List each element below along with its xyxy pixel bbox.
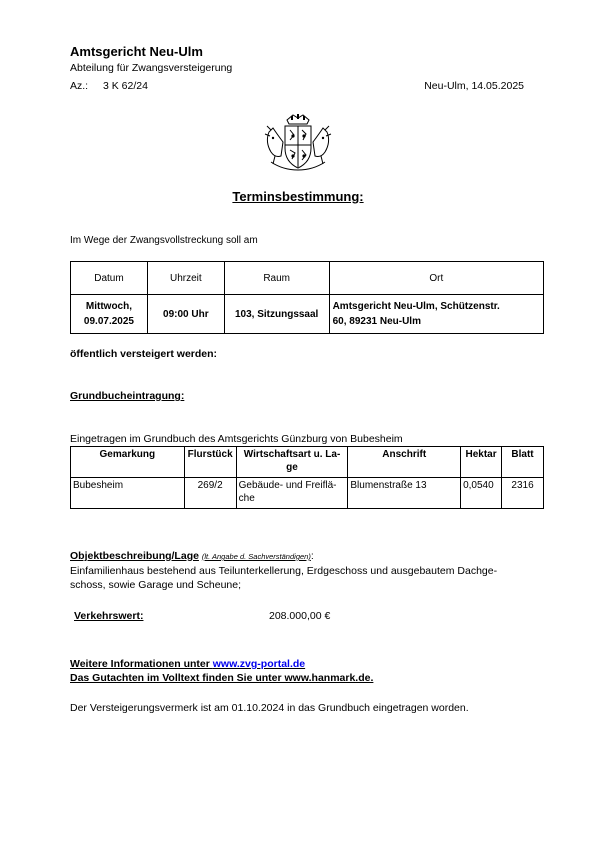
expert-report-info: Das Gutachten im Volltext finden Sie unter www.hanmark.de. <box>70 672 374 684</box>
appointment-row <box>71 295 544 334</box>
more-info <box>70 658 305 670</box>
court-name: Amtsgericht Neu-Ulm <box>70 44 203 59</box>
intro-text: Im Wege der Zwangsvollstreckung soll am <box>70 235 258 246</box>
header-hektar: Hektar <box>461 447 502 478</box>
cell-flurstueck: 269/2 <box>184 478 236 509</box>
object-description-line-2: schoss, sowie Garage und Scheune; <box>70 579 242 591</box>
header-time: Uhrzeit <box>147 262 224 295</box>
land-register-table <box>70 446 544 509</box>
page-title: Terminsbestimmung: <box>232 189 364 204</box>
date: 09.07.2025 <box>83 316 134 327</box>
coat-of-arms-icon <box>263 112 333 172</box>
file-number-label: Az.: <box>70 80 89 92</box>
appointment-location <box>329 295 543 334</box>
sold-statement: öffentlich versteigert werden: <box>70 348 218 360</box>
department: Abteilung für Zwangsversteigerung <box>70 62 233 74</box>
header-location: Ort <box>329 262 543 295</box>
registration-note: Der Versteigerungsvermerk ist am 01.10.2024 in das Grundbuch eingetragen worden. <box>70 702 469 714</box>
header-blatt: Blatt <box>502 447 544 478</box>
appointment-header-row <box>71 262 544 295</box>
header-date: Datum <box>71 262 148 295</box>
appointment-date <box>71 295 148 334</box>
cell-wirtschaftsart <box>236 478 348 509</box>
land-register-header-row <box>71 447 544 478</box>
land-register-title: Grundbucheintragung: <box>70 390 185 402</box>
object-title-colon: : <box>310 550 314 562</box>
wirtschaftsart-line-1: Gebäude- und Freiflä- <box>238 480 337 491</box>
weekday: Mittwoch, <box>85 301 132 312</box>
header-anschrift: Anschrift <box>348 447 461 478</box>
appointment-time: 09:00 Uhr <box>147 295 224 334</box>
cell-anschrift: Blumenstraße 13 <box>348 478 461 509</box>
header-wirtschaftsart-line-1: Wirtschaftsart u. La- <box>243 449 341 460</box>
object-title-main: Objektbeschreibung/Lage <box>70 550 199 562</box>
location-line-2: 60, 89231 Neu-Ulm <box>332 316 421 327</box>
cell-gemarkung: Bubesheim <box>71 478 185 509</box>
wirtschaftsart-line-2: che <box>238 493 255 504</box>
object-description <box>70 564 540 592</box>
object-description-line-1: Einfamilienhaus bestehend aus Teilunterkellerung, Erdgeschoss und ausgebautem Dachge- <box>70 565 498 577</box>
header-room: Raum <box>224 262 329 295</box>
object-description-title <box>70 550 314 562</box>
header-gemarkung: Gemarkung <box>71 447 185 478</box>
land-register-intro: Eingetragen im Grundbuch des Amtsgerichts Günzburg von Bubesheim <box>70 433 403 445</box>
header-flurstueck: Flurstück <box>184 447 236 478</box>
market-value: 208.000,00 € <box>269 610 331 622</box>
more-info-prefix: Weitere Informationen unter <box>70 658 213 670</box>
location-line-1: Amtsgericht Neu-Ulm, Schützenstr. <box>332 301 500 312</box>
header-wirtschaftsart-line-2: ge <box>286 462 298 473</box>
header-wirtschaftsart <box>236 447 348 478</box>
object-title-note: (lt. Angabe d. Sachverständigen) <box>201 552 311 561</box>
cell-hektar: 0,0540 <box>461 478 502 509</box>
cell-blatt: 2316 <box>502 478 544 509</box>
appointment-table <box>70 261 544 334</box>
table-row <box>71 478 544 509</box>
file-number: 3 K 62/24 <box>103 80 148 92</box>
place-date: Neu-Ulm, 14.05.2025 <box>424 80 524 92</box>
zvg-portal-link[interactable]: www.zvg-portal.de <box>212 658 306 670</box>
market-value-label: Verkehrswert: <box>74 610 144 622</box>
appointment-room: 103, Sitzungssaal <box>224 295 329 334</box>
